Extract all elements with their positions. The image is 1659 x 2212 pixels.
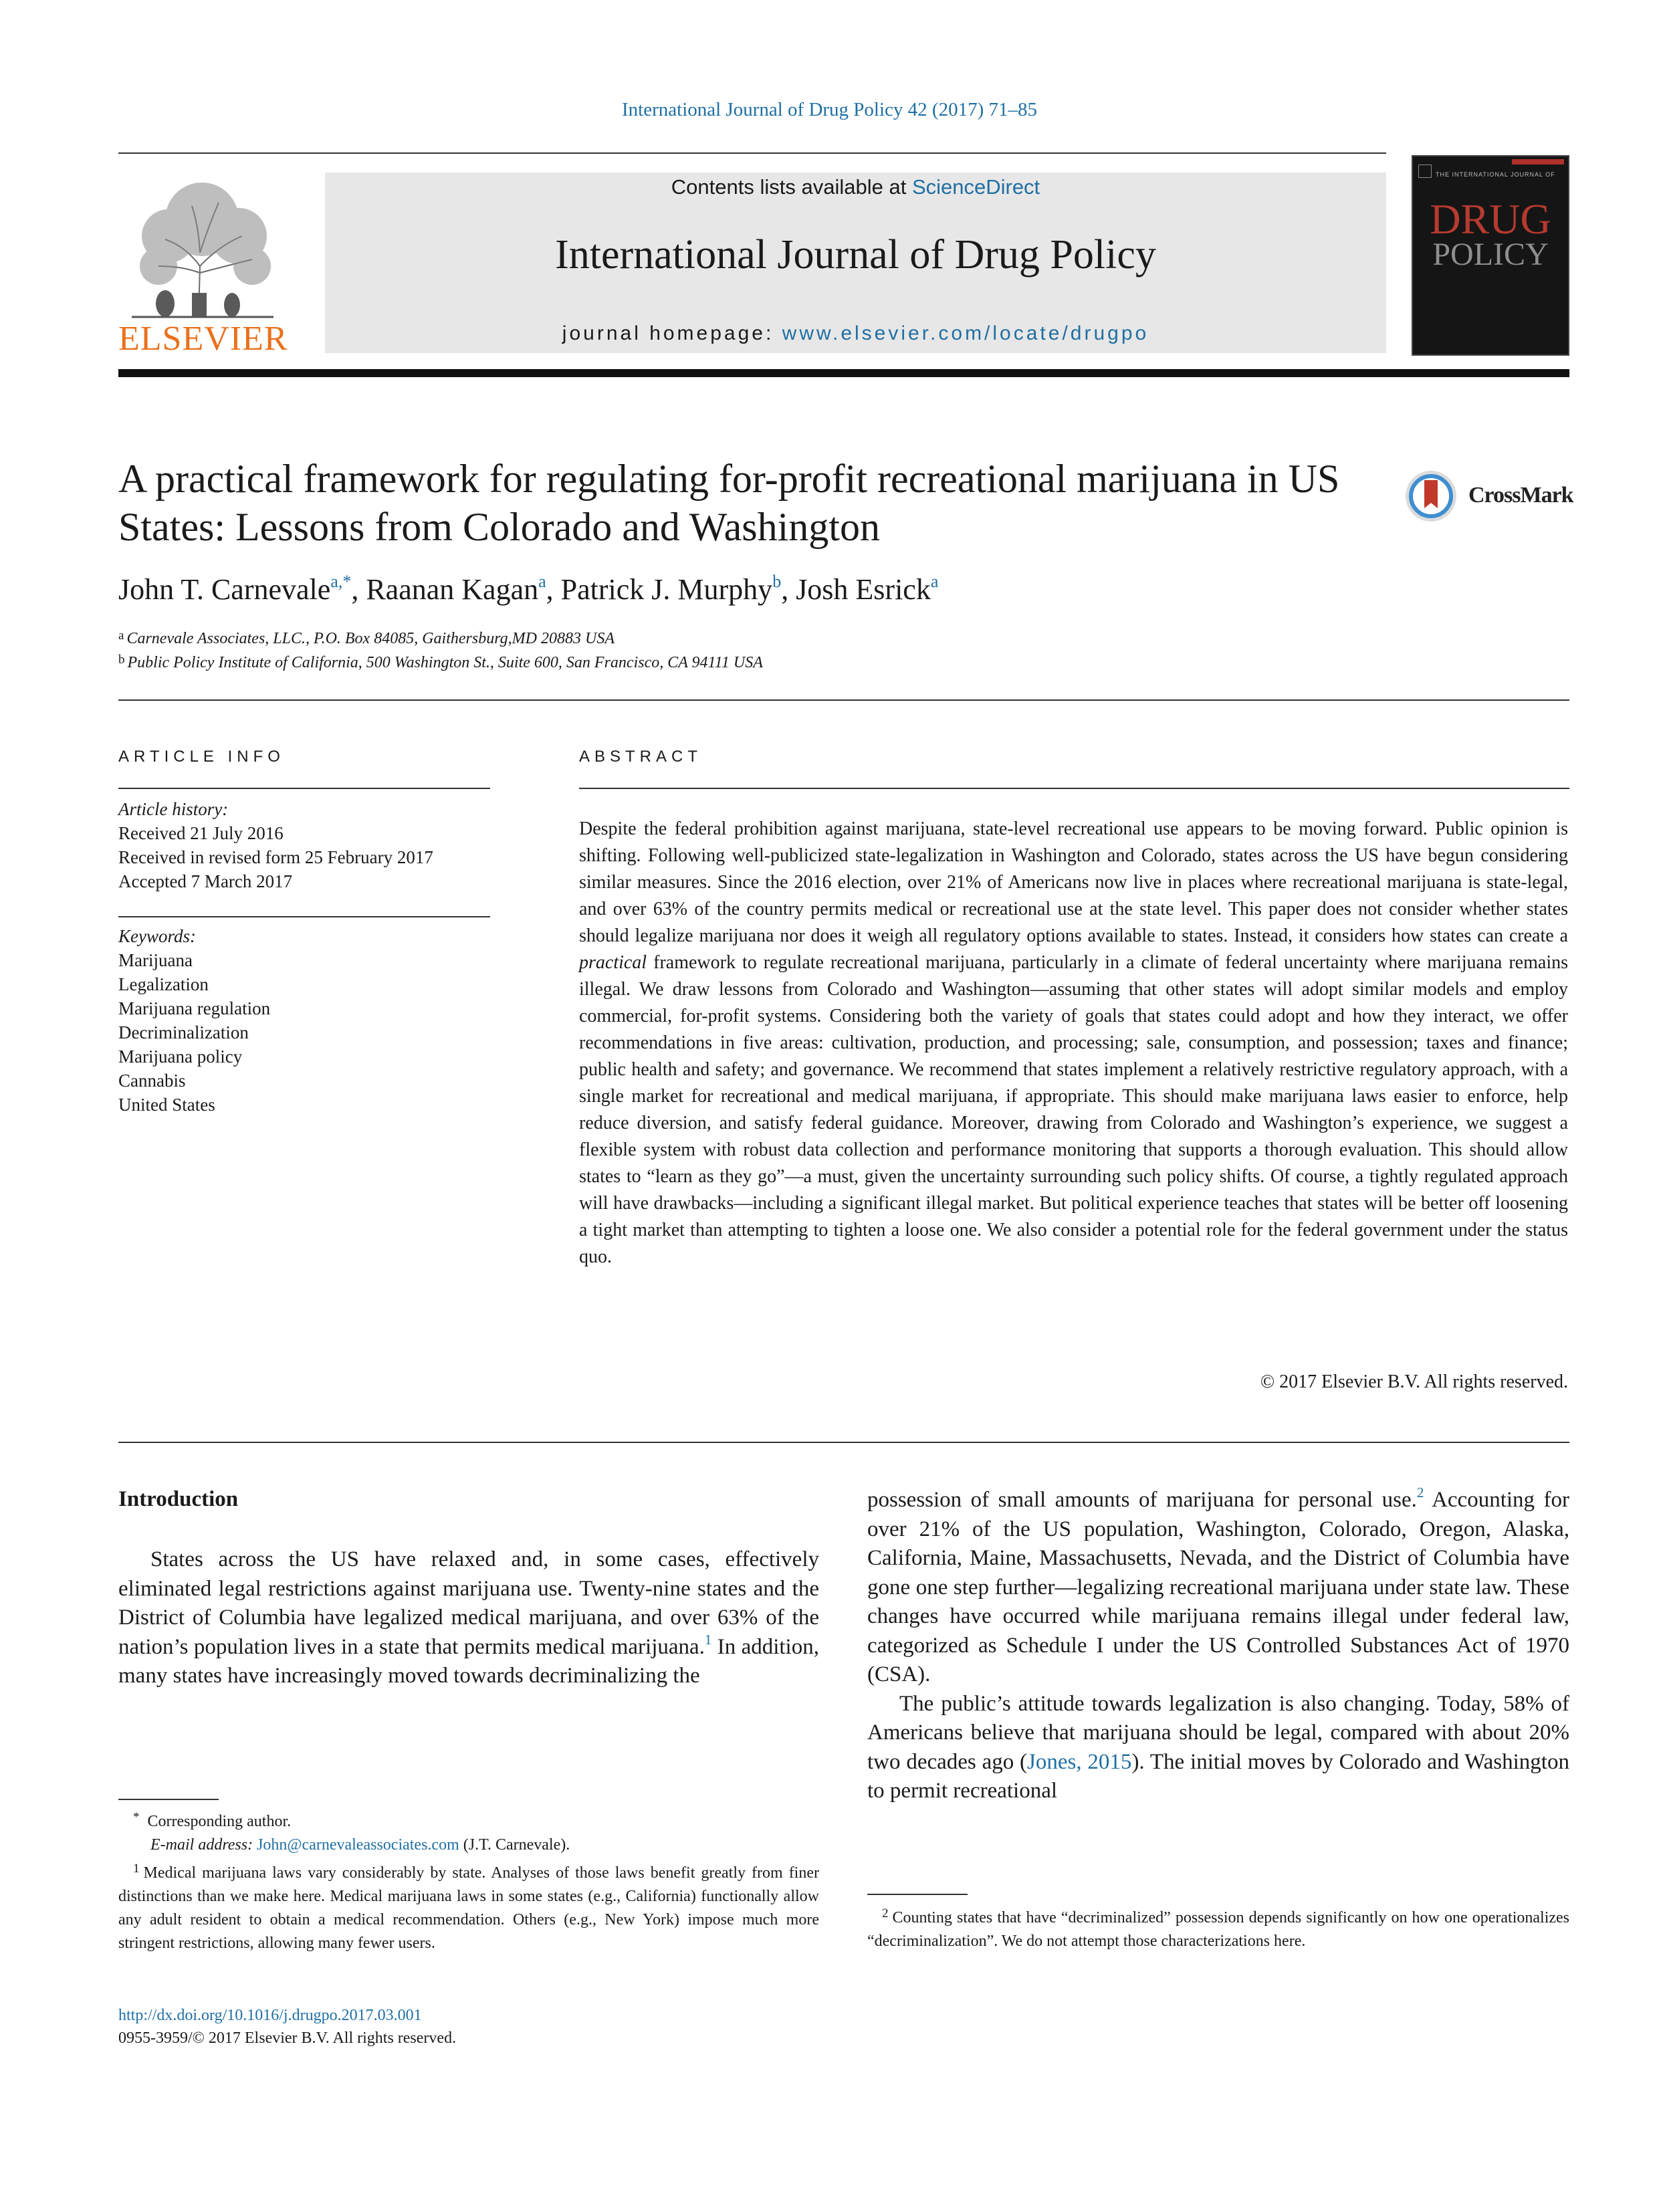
section-heading-introduction: Introduction	[118, 1487, 239, 1511]
contents-line	[325, 173, 1386, 202]
footnote-ref-1[interactable]: 1	[704, 1631, 712, 1648]
intro-text: States across the US have relaxed and, in some cases, effectively eliminated legal restrictions against marijuana use. Twenty-nine states and the District of Columbia have legalized medical marijuana, and over 63% of the nation’s population lives in a state that permits medical marijuana.	[118, 1547, 819, 1659]
keyword: Cannabis	[118, 1071, 186, 1091]
article-info-rule	[118, 788, 490, 789]
body-left-column	[118, 1545, 819, 1691]
journal-banner	[325, 173, 1386, 353]
journal-name: International Journal of Drug Policy	[555, 232, 1156, 278]
header-thick-rule	[118, 369, 1569, 377]
keyword: Legalization	[118, 974, 209, 994]
author-affil-mark[interactable]: a	[930, 572, 939, 591]
author-separator: ,	[781, 573, 796, 606]
keywords-rule	[118, 916, 490, 917]
journal-cover[interactable]	[1412, 155, 1569, 356]
cover-title-policy: POLICY	[1432, 237, 1549, 272]
intro-text-tail: Accounting for over 21% of the US population, Washington, Colorado, Oregon, Alaska, California, Maine, Massachusetts, Nevada, and the District of Columbia have gone one step further—legalizing recreational marijuana under state law. These changes have occurred while marijuana remains illegal under federal law, categorized as Schedule I under the US Controlled Substances Act of 1970 (CSA).	[867, 1488, 1569, 1686]
footnote-rule-right	[867, 1894, 968, 1895]
author-separator: ,	[546, 573, 561, 606]
history-revised: Received in revised form 25 February 2017	[118, 847, 433, 867]
author-name[interactable]: Raanan Kagan	[366, 573, 539, 606]
footnote-mark: *	[133, 1810, 140, 1824]
contents-prefix: Contents lists available at	[671, 175, 912, 199]
cover-accent-bar	[1512, 159, 1564, 164]
author-name[interactable]: Patrick J. Murphy	[560, 573, 773, 606]
doi-link[interactable]: http://dx.doi.org/10.1016/j.drugpo.2017.03.001	[118, 2007, 422, 2024]
journal-citation[interactable]: International Journal of Drug Policy 42 (2017) 71–85	[622, 99, 1037, 120]
intro-paragraph-1	[118, 1545, 819, 1691]
homepage-link[interactable]: www.elsevier.com/locate/drugpo	[782, 322, 1149, 344]
intro-paragraph-1-cont	[867, 1486, 1569, 1690]
body-right-column	[867, 1486, 1569, 1806]
footnote-text: Corresponding author.	[147, 1813, 292, 1830]
author-name[interactable]: Josh Esrick	[796, 573, 931, 606]
footnote-text: Counting states that have “decriminalized” possession depends significantly on how one operationalizes “decriminalization”. We do not attempt those characterizations here.	[867, 1909, 1569, 1950]
affiliation-a	[118, 629, 615, 648]
keyword: Marijuana	[118, 950, 193, 970]
keyword: United States	[118, 1095, 215, 1115]
keywords-label: Keywords:	[118, 926, 196, 946]
footnote-ref-2[interactable]: 2	[1416, 1484, 1424, 1501]
intro-text-tail: In addition, many states have increasingly moved towards decriminalizing the	[118, 1634, 819, 1688]
footnote-rule-left	[118, 1799, 219, 1800]
intro-paragraph-2	[867, 1690, 1569, 1806]
author-separator: ,	[351, 573, 366, 606]
issn-copyright: 0955-3959/© 2017 Elsevier B.V. All rights reserved.	[118, 2029, 457, 2047]
title-block-rule	[118, 699, 1569, 701]
affiliation-text: Carnevale Associates, LLC., P.O. Box 84085, Gaithersburg,MD 20883 USA	[126, 630, 615, 647]
abstract-part-1: Despite the federal prohibition against marijuana, state-level recreational use appears to be moving forward. Public opinion is shifting. Following well-publicized state-legalization in Washington and Colorado, states across the US have begun considering similar measures. Since the 2016 election, over 21% of Americans now live in places where recreational marijuana is state-legal, and over 63% of the country permits medical or recreational use at the state level. This paper does not consider whether states should legalize marijuana nor does it weigh all regulatory options available to states. Instead, it considers how states can create a	[579, 818, 1568, 946]
author-name[interactable]: John T. Carnevale	[118, 573, 331, 606]
abstract-copyright: © 2017 Elsevier B.V. All rights reserved.	[1260, 1371, 1568, 1392]
history-label: Article history:	[118, 799, 229, 819]
doi-block	[118, 2004, 456, 2050]
crossmark-icon	[1402, 468, 1463, 524]
affiliation-b	[118, 653, 763, 672]
citation-link-jones-2015[interactable]: Jones, 2015	[1027, 1749, 1132, 1774]
author-affil-mark[interactable]: b	[772, 572, 782, 591]
email-tail: (J.T. Carnevale).	[459, 1836, 570, 1854]
journal-homepage	[325, 322, 1386, 345]
footnote-1	[118, 1857, 819, 1955]
crossmark-badge[interactable]	[1402, 468, 1575, 524]
article-history	[118, 797, 520, 893]
abstract-part-2: framework to regulate recreational marijuana, particularly in a climate of federal uncertainty where marijuana remains illegal. We draw lessons from Colorado and Washington—assuming that other states will adopt similar models and employ commercial, for-profit systems. Considering both the variety of goals that states could adopt and how they interact, we offer recommendations in five areas: cultivation, production, and processing; sale, consumption, and possession; taxes and finance; public health and safety; and governance. We recommend that states implement a relatively restrictive regulatory approach, with a single market for recreational and medical marijuana, if appropriate. This should make marijuana laws easier to enforce, help reduce diversion, and satisfy federal guidance. Moreover, drawing from Colorado and Washington’s experience, we suggest a flexible system with robust data collection and performance monitoring that supports a thorough evaluation. This should allow states to “learn as they go”—a must, given the uncertainty surrounding such policy shifts. Of course, a tightly regulated approach will have drawbacks—including a significant illegal market. But political experience teaches that states will be better off loosening a tight market than attempting to tighten a loose one. We also consider a potential role for the federal government under the status quo.	[579, 952, 1568, 1267]
email-link[interactable]: John@carnevaleassociates.com	[257, 1836, 459, 1854]
author-list	[118, 572, 938, 606]
email-label: E-mail address:	[150, 1836, 257, 1854]
intro-text: The public’s attitude towards legalization is also changing. Today, 58% of Americans believe that marijuana should be legal, compared with about 20% two decades ago (	[867, 1691, 1569, 1774]
affiliation-mark: b	[118, 653, 125, 667]
cover-title-drug: DRUG	[1430, 195, 1551, 243]
footnote-number: 1	[133, 1862, 140, 1876]
affiliation-text: Public Policy Institute of California, 500 Washington St., Suite 600, San Francisco, CA 94111 USA	[127, 654, 763, 671]
footnote-2	[867, 1902, 1569, 1953]
footnote-text: Medical marijuana laws vary considerably by state. Analyses of those laws benefit greatly from finer distinctions than we make here. Medical marijuana laws in some states (e.g., California) functionally allow any adult resident to obtain a medical recommendation. Others (e.g., New York) impose much more stringent restrictions, allowing many fewer users.	[118, 1864, 819, 1952]
author-affil-mark[interactable]: a	[538, 572, 546, 591]
history-accepted: Accepted 7 March 2017	[118, 871, 293, 891]
article-info-heading: ARTICLE INFO	[118, 748, 285, 766]
elsevier-logo[interactable]	[118, 173, 287, 358]
keyword: Marijuana policy	[118, 1046, 243, 1067]
abstract-rule	[579, 788, 1569, 789]
abstract-heading: ABSTRACT	[579, 748, 703, 766]
footnote-corresponding	[118, 1805, 819, 1834]
header-rule	[118, 152, 1386, 154]
crossmark-label: CrossMark	[1468, 483, 1573, 508]
keywords-list	[118, 924, 520, 1117]
keyword: Decriminalization	[118, 1022, 249, 1042]
tree-icon	[118, 173, 287, 320]
cover-subtitle: THE INTERNATIONAL JOURNAL OF	[1436, 171, 1555, 178]
footnote-email	[118, 1834, 819, 1857]
keyword: Marijuana regulation	[118, 998, 271, 1018]
intro-text-tail: ). The initial moves by Colorado and Washington to permit recreational	[867, 1749, 1569, 1803]
footnotes-left	[118, 1805, 819, 1955]
elsevier-wordmark: ELSEVIER	[118, 320, 288, 358]
sciencedirect-link[interactable]: ScienceDirect	[911, 175, 1040, 199]
abstract-emphasis: practical	[579, 952, 647, 973]
intro-text: possession of small amounts of marijuana for personal use.	[867, 1488, 1417, 1512]
abstract-text	[579, 816, 1568, 1270]
history-received: Received 21 July 2016	[118, 823, 284, 843]
author-affil-mark[interactable]: a,*	[330, 572, 352, 591]
homepage-prefix: journal homepage:	[562, 322, 782, 344]
affiliation-mark: a	[118, 629, 124, 643]
article-title: A practical framework for regulating for-profit recreational marijuana in US States: Lessons from Colorado and Washington	[118, 457, 1340, 549]
footnote-number: 2	[882, 1906, 889, 1920]
cover-logo-icon	[1418, 164, 1432, 178]
abstract-end-rule	[118, 1442, 1569, 1443]
